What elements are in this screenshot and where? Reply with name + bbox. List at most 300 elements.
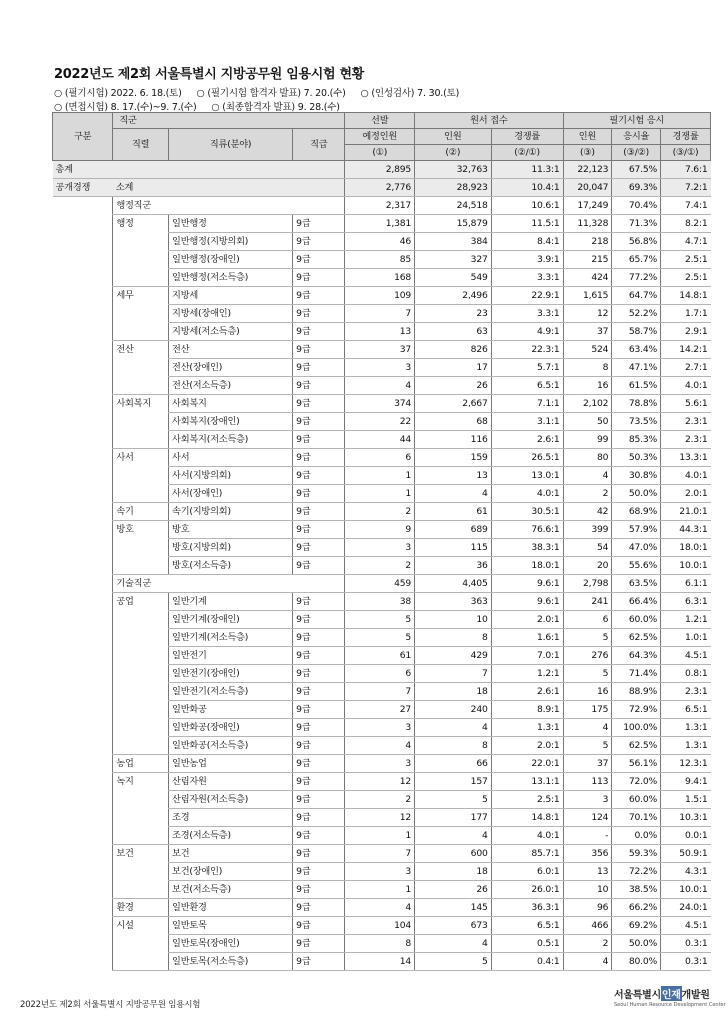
row-gubun-blank bbox=[53, 557, 113, 575]
row-jikgeup: 9급 bbox=[293, 413, 345, 431]
row-jikryu: 산림자원(저소득층) bbox=[169, 791, 293, 809]
cell-examinees: 175 bbox=[563, 701, 612, 719]
table-body bbox=[53, 161, 711, 971]
row-jikgeup: 9급 bbox=[293, 449, 345, 467]
cell-app-ratio: 36.3:1 bbox=[491, 899, 563, 917]
cell-seonbal: 1 bbox=[345, 485, 415, 503]
cell-exam-rate: 69.3% bbox=[612, 179, 661, 197]
row-gubun-blank bbox=[53, 611, 113, 629]
cell-examinees: 241 bbox=[563, 593, 612, 611]
row-jikgeup: 9급 bbox=[293, 287, 345, 305]
table-row bbox=[53, 755, 711, 773]
cell-examinees: 215 bbox=[563, 251, 612, 269]
cell-examinees: 37 bbox=[563, 755, 612, 773]
cell-app-ratio: 2.0:1 bbox=[491, 737, 563, 755]
row-jikryeol bbox=[113, 719, 169, 737]
cell-seonbal: 3 bbox=[345, 755, 415, 773]
schedule-item: ○ (최종합격자 발표) 9. 28.(수) bbox=[211, 102, 340, 113]
cell-seonbal: 2 bbox=[345, 557, 415, 575]
cell-seonbal: 168 bbox=[345, 269, 415, 287]
cell-app-ratio: 13.1:1 bbox=[491, 773, 563, 791]
cell-seonbal: 3 bbox=[345, 359, 415, 377]
row-jikgeup: 9급 bbox=[293, 593, 345, 611]
row-jikryeol bbox=[113, 863, 169, 881]
cell-exam-ratio: 0.3:1 bbox=[661, 935, 711, 953]
header-jikryu: 직류(분야) bbox=[169, 129, 293, 161]
header-eungsib: (③/②) bbox=[612, 145, 661, 161]
cell-applicants: 384 bbox=[415, 233, 492, 251]
cell-exam-rate: 67.5% bbox=[612, 161, 661, 179]
cell-exam-ratio: 50.9:1 bbox=[661, 845, 711, 863]
table-row bbox=[53, 611, 711, 629]
row-jikryu: 산림자원 bbox=[169, 773, 293, 791]
cell-exam-ratio: 18.0:1 bbox=[661, 539, 711, 557]
cell-exam-rate: 80.0% bbox=[612, 953, 661, 971]
cell-exam-rate: 59.3% bbox=[612, 845, 661, 863]
cell-exam-ratio: 12.3:1 bbox=[661, 755, 711, 773]
row-label: 총계 bbox=[53, 161, 345, 179]
row-jikryeol: 속기 bbox=[113, 503, 169, 521]
row-jikgeup: 9급 bbox=[293, 917, 345, 935]
row-jikgeup: 9급 bbox=[293, 359, 345, 377]
row-jikgeup: 9급 bbox=[293, 683, 345, 701]
row-jikgeup: 9급 bbox=[293, 809, 345, 827]
cell-seonbal: 22 bbox=[345, 413, 415, 431]
cell-applicants: 63 bbox=[415, 323, 492, 341]
cell-examinees: 5 bbox=[563, 665, 612, 683]
cell-seonbal: 1 bbox=[345, 881, 415, 899]
row-jikryu: 조경(저소득층) bbox=[169, 827, 293, 845]
cell-exam-ratio: 1.5:1 bbox=[661, 791, 711, 809]
cell-examinees: 50 bbox=[563, 413, 612, 431]
cell-app-ratio: 1.3:1 bbox=[491, 719, 563, 737]
header-eungsi: 응시율 bbox=[612, 129, 661, 145]
cell-exam-ratio: 7.4:1 bbox=[661, 197, 711, 215]
cell-app-ratio: 6.5:1 bbox=[491, 377, 563, 395]
cell-app-ratio: 0.4:1 bbox=[491, 953, 563, 971]
cell-applicants: 4 bbox=[415, 719, 492, 737]
cell-app-ratio: 18.0:1 bbox=[491, 557, 563, 575]
cell-app-ratio: 7.1:1 bbox=[491, 395, 563, 413]
row-jikryu: 보건(저소득층) bbox=[169, 881, 293, 899]
schedule-line-2 bbox=[54, 99, 352, 113]
row-jikryeol bbox=[113, 305, 169, 323]
cell-exam-ratio: 4.5:1 bbox=[661, 917, 711, 935]
row-jikryeol bbox=[113, 701, 169, 719]
row-jikryeol bbox=[113, 485, 169, 503]
table-row bbox=[53, 215, 711, 233]
table-row bbox=[53, 161, 711, 179]
row-jikgeup: 9급 bbox=[293, 701, 345, 719]
table-row bbox=[53, 629, 711, 647]
row-gubun-blank bbox=[53, 953, 113, 971]
cell-exam-rate: 61.5% bbox=[612, 377, 661, 395]
row-jikryu: 보건 bbox=[169, 845, 293, 863]
header-kyeong2: 경쟁률 bbox=[661, 129, 711, 145]
cell-exam-ratio: 14.8:1 bbox=[661, 287, 711, 305]
row-jikryu: 속기(지방의회) bbox=[169, 503, 293, 521]
cell-app-ratio: 8.9:1 bbox=[491, 701, 563, 719]
cell-examinees: 20,047 bbox=[563, 179, 612, 197]
table-row bbox=[53, 251, 711, 269]
cell-exam-rate: 62.5% bbox=[612, 737, 661, 755]
row-jikryu: 사회복지(장애인) bbox=[169, 413, 293, 431]
cell-applicants: 7 bbox=[415, 665, 492, 683]
cell-exam-ratio: 21.0:1 bbox=[661, 503, 711, 521]
row-jikryu: 방호 bbox=[169, 521, 293, 539]
table-row bbox=[53, 323, 711, 341]
cell-examinees: 399 bbox=[563, 521, 612, 539]
cell-examinees: 113 bbox=[563, 773, 612, 791]
cell-applicants: 826 bbox=[415, 341, 492, 359]
cell-exam-ratio: 7.6:1 bbox=[661, 161, 711, 179]
org-logo bbox=[614, 986, 726, 1012]
row-jikryu: 사서(장애인) bbox=[169, 485, 293, 503]
row-jikgeup: 9급 bbox=[293, 557, 345, 575]
cell-exam-ratio: 4.0:1 bbox=[661, 377, 711, 395]
row-gubun-blank bbox=[53, 629, 113, 647]
cell-exam-ratio: 10.0:1 bbox=[661, 557, 711, 575]
row-gubun-blank bbox=[53, 521, 113, 539]
row-jikryu: 일반전기 bbox=[169, 647, 293, 665]
cell-app-ratio: 6.5:1 bbox=[491, 917, 563, 935]
row-gubun-blank bbox=[53, 809, 113, 827]
table-row bbox=[53, 737, 711, 755]
row-jikgeup: 9급 bbox=[293, 845, 345, 863]
table-row bbox=[53, 827, 711, 845]
row-jikgeup: 9급 bbox=[293, 521, 345, 539]
row-jikgeup: 9급 bbox=[293, 647, 345, 665]
table-row bbox=[53, 197, 711, 215]
row-gubun-blank bbox=[53, 935, 113, 953]
cell-seonbal: 14 bbox=[345, 953, 415, 971]
cell-applicants: 8 bbox=[415, 737, 492, 755]
row-jikryu: 일반화공(장애인) bbox=[169, 719, 293, 737]
row-gubun-blank bbox=[53, 287, 113, 305]
cell-app-ratio: 11.5:1 bbox=[491, 215, 563, 233]
row-jikryu: 사회복지(저소득층) bbox=[169, 431, 293, 449]
cell-seonbal: 12 bbox=[345, 809, 415, 827]
cell-exam-rate: 64.7% bbox=[612, 287, 661, 305]
cell-examinees: 16 bbox=[563, 377, 612, 395]
cell-exam-rate: 30.8% bbox=[612, 467, 661, 485]
cell-exam-ratio: 4.3:1 bbox=[661, 863, 711, 881]
cell-examinees: 218 bbox=[563, 233, 612, 251]
cell-exam-rate: 100.0% bbox=[612, 719, 661, 737]
cell-seonbal: 2 bbox=[345, 503, 415, 521]
table-row bbox=[53, 341, 711, 359]
cell-app-ratio: 4.9:1 bbox=[491, 323, 563, 341]
cell-examinees: 8 bbox=[563, 359, 612, 377]
row-jikryeol bbox=[113, 413, 169, 431]
cell-app-ratio: 10.4:1 bbox=[491, 179, 563, 197]
table-row bbox=[53, 449, 711, 467]
cell-exam-rate: 62.5% bbox=[612, 629, 661, 647]
row-jikgeup: 9급 bbox=[293, 755, 345, 773]
cell-seonbal: 1 bbox=[345, 467, 415, 485]
page-title: 2022년도 제2회 서울특별시 지방공무원 임용시험 현황 bbox=[54, 67, 365, 82]
cell-examinees: 10 bbox=[563, 881, 612, 899]
cell-exam-ratio: 1.2:1 bbox=[661, 611, 711, 629]
cell-applicants: 549 bbox=[415, 269, 492, 287]
cell-seonbal: 6 bbox=[345, 449, 415, 467]
table-row bbox=[53, 899, 711, 917]
cell-exam-ratio: 8.2:1 bbox=[661, 215, 711, 233]
cell-seonbal: 104 bbox=[345, 917, 415, 935]
cell-examinees: 42 bbox=[563, 503, 612, 521]
exam-status-table bbox=[52, 112, 711, 971]
table-row bbox=[53, 377, 711, 395]
cell-exam-ratio: 2.3:1 bbox=[661, 683, 711, 701]
table-row bbox=[53, 809, 711, 827]
cell-applicants: 429 bbox=[415, 647, 492, 665]
header-pilgi: 필기시험 응시 bbox=[563, 113, 710, 129]
cell-exam-rate: 73.5% bbox=[612, 413, 661, 431]
cell-app-ratio: 2.0:1 bbox=[491, 611, 563, 629]
cell-seonbal: 1 bbox=[345, 827, 415, 845]
cell-examinees: 16 bbox=[563, 683, 612, 701]
table-row bbox=[53, 593, 711, 611]
cell-seonbal: 7 bbox=[345, 845, 415, 863]
cell-seonbal: 27 bbox=[345, 701, 415, 719]
row-jikgeup: 9급 bbox=[293, 269, 345, 287]
cell-exam-ratio: 1.7:1 bbox=[661, 305, 711, 323]
cell-applicants: 673 bbox=[415, 917, 492, 935]
row-jikryu: 방호(저소득층) bbox=[169, 557, 293, 575]
row-jikryeol bbox=[113, 377, 169, 395]
cell-seonbal: 61 bbox=[345, 647, 415, 665]
header-seonbal-2: 예정인원 bbox=[345, 129, 415, 145]
table-row bbox=[53, 719, 711, 737]
row-jikryeol: 공업 bbox=[113, 593, 169, 611]
row-jikryeol bbox=[113, 431, 169, 449]
cell-examinees: 13 bbox=[563, 863, 612, 881]
row-jikryeol: 세무 bbox=[113, 287, 169, 305]
cell-exam-ratio: 4.0:1 bbox=[661, 467, 711, 485]
cell-applicants: 159 bbox=[415, 449, 492, 467]
row-jikryeol bbox=[113, 683, 169, 701]
cell-seonbal: 6 bbox=[345, 665, 415, 683]
cell-applicants: 15,879 bbox=[415, 215, 492, 233]
row-jikgeup: 9급 bbox=[293, 611, 345, 629]
row-jikgun: 행정직군 bbox=[113, 197, 345, 215]
cell-examinees: 276 bbox=[563, 647, 612, 665]
cell-applicants: 145 bbox=[415, 899, 492, 917]
cell-app-ratio: 26.0:1 bbox=[491, 881, 563, 899]
row-jikgeup: 9급 bbox=[293, 341, 345, 359]
row-jikgeup: 9급 bbox=[293, 863, 345, 881]
row-jikryu: 전산 bbox=[169, 341, 293, 359]
row-gubun-blank bbox=[53, 215, 113, 233]
table-row bbox=[53, 773, 711, 791]
cell-app-ratio: 22.9:1 bbox=[491, 287, 563, 305]
cell-applicants: 61 bbox=[415, 503, 492, 521]
cell-app-ratio: 38.3:1 bbox=[491, 539, 563, 557]
cell-app-ratio: 8.4:1 bbox=[491, 233, 563, 251]
cell-examinees: 5 bbox=[563, 737, 612, 755]
row-gubun-blank bbox=[53, 755, 113, 773]
cell-examinees: 80 bbox=[563, 449, 612, 467]
cell-exam-rate: 50.0% bbox=[612, 485, 661, 503]
table-row bbox=[53, 359, 711, 377]
row-jikryeol bbox=[113, 269, 169, 287]
row-jikgeup: 9급 bbox=[293, 503, 345, 521]
logo-text-b: 인재 bbox=[661, 986, 682, 1001]
row-jikryu: 방호(지방의회) bbox=[169, 539, 293, 557]
row-jikgeup: 9급 bbox=[293, 233, 345, 251]
cell-exam-rate: 57.9% bbox=[612, 521, 661, 539]
row-gubun-blank bbox=[53, 251, 113, 269]
header-jikgeup: 직급 bbox=[293, 129, 345, 161]
cell-exam-ratio: 9.4:1 bbox=[661, 773, 711, 791]
row-jikryeol bbox=[113, 791, 169, 809]
row-jikryeol: 시설 bbox=[113, 917, 169, 935]
header-kyeong1b: (②/①) bbox=[491, 145, 563, 161]
row-jikgeup: 9급 bbox=[293, 719, 345, 737]
row-gubun-blank bbox=[53, 539, 113, 557]
row-jikryu: 일반화공(저소득층) bbox=[169, 737, 293, 755]
cell-app-ratio: 13.0:1 bbox=[491, 467, 563, 485]
row-jikryeol bbox=[113, 611, 169, 629]
cell-exam-rate: 70.4% bbox=[612, 197, 661, 215]
row-jikryu: 일반기계(장애인) bbox=[169, 611, 293, 629]
cell-exam-rate: 52.2% bbox=[612, 305, 661, 323]
row-gubun-blank bbox=[53, 881, 113, 899]
row-jikgeup: 9급 bbox=[293, 737, 345, 755]
row-jikryeol bbox=[113, 629, 169, 647]
cell-seonbal: 3 bbox=[345, 539, 415, 557]
header-inwon3b: (③) bbox=[563, 145, 612, 161]
cell-exam-ratio: 1.3:1 bbox=[661, 719, 711, 737]
row-jikgun: 기술직군 bbox=[113, 575, 345, 593]
cell-examinees: 2 bbox=[563, 935, 612, 953]
table-row bbox=[53, 647, 711, 665]
row-jikryu: 일반행정(저소득층) bbox=[169, 269, 293, 287]
logo-subtitle: Seoul Human Resource Development Center bbox=[614, 1002, 726, 1008]
cell-seonbal: 38 bbox=[345, 593, 415, 611]
row-gubun-blank bbox=[53, 413, 113, 431]
cell-app-ratio: 7.0:1 bbox=[491, 647, 563, 665]
cell-exam-rate: 55.6% bbox=[612, 557, 661, 575]
cell-exam-rate: 50.0% bbox=[612, 935, 661, 953]
cell-app-ratio: 4.0:1 bbox=[491, 485, 563, 503]
table-row bbox=[53, 557, 711, 575]
row-jikryu: 일반농업 bbox=[169, 755, 293, 773]
cell-exam-rate: 72.0% bbox=[612, 773, 661, 791]
cell-applicants: 157 bbox=[415, 773, 492, 791]
row-jikryeol bbox=[113, 647, 169, 665]
table-row bbox=[53, 683, 711, 701]
cell-applicants: 13 bbox=[415, 467, 492, 485]
cell-app-ratio: 4.0:1 bbox=[491, 827, 563, 845]
cell-app-ratio: 5.7:1 bbox=[491, 359, 563, 377]
cell-exam-rate: 77.2% bbox=[612, 269, 661, 287]
cell-exam-ratio: 0.8:1 bbox=[661, 665, 711, 683]
cell-app-ratio: 3.1:1 bbox=[491, 413, 563, 431]
cell-exam-rate: 60.0% bbox=[612, 791, 661, 809]
cell-exam-ratio: 13.3:1 bbox=[661, 449, 711, 467]
cell-applicants: 8 bbox=[415, 629, 492, 647]
schedule-line-1 bbox=[54, 85, 471, 99]
cell-examinees: 2,102 bbox=[563, 395, 612, 413]
row-gubun-blank bbox=[53, 269, 113, 287]
row-jikryu: 보건(장애인) bbox=[169, 863, 293, 881]
cell-seonbal: 4 bbox=[345, 899, 415, 917]
cell-applicants: 24,518 bbox=[415, 197, 492, 215]
row-jikryeol: 사서 bbox=[113, 449, 169, 467]
table-row bbox=[53, 845, 711, 863]
row-jikryu: 일반토목 bbox=[169, 917, 293, 935]
row-jikryu: 일반행정(지방의회) bbox=[169, 233, 293, 251]
cell-app-ratio: 9.6:1 bbox=[491, 593, 563, 611]
row-jikryu: 지방세(장애인) bbox=[169, 305, 293, 323]
table-row bbox=[53, 791, 711, 809]
cell-examinees: 5 bbox=[563, 629, 612, 647]
row-gubun-blank bbox=[53, 395, 113, 413]
header-seonbal: 선발 bbox=[345, 113, 415, 129]
header-wonseo: 원서 접수 bbox=[415, 113, 564, 129]
row-jikryu: 전산(장애인) bbox=[169, 359, 293, 377]
cell-applicants: 10 bbox=[415, 611, 492, 629]
cell-app-ratio: 3.3:1 bbox=[491, 305, 563, 323]
header-gubun: 구분 bbox=[53, 113, 113, 161]
table-row bbox=[53, 881, 711, 899]
schedule-item: ○ (인성검사) 7. 30.(토) bbox=[360, 88, 460, 99]
row-jikryu: 일반환경 bbox=[169, 899, 293, 917]
cell-exam-ratio: 1.3:1 bbox=[661, 737, 711, 755]
schedule-item: ○ (면접시험) 8. 17.(수)~9. 7.(수) bbox=[54, 102, 197, 113]
cell-applicants: 18 bbox=[415, 863, 492, 881]
table-row bbox=[53, 953, 711, 971]
cell-examinees: 356 bbox=[563, 845, 612, 863]
cell-applicants: 26 bbox=[415, 377, 492, 395]
cell-applicants: 68 bbox=[415, 413, 492, 431]
cell-examinees: 524 bbox=[563, 341, 612, 359]
cell-applicants: 240 bbox=[415, 701, 492, 719]
row-gubun-blank bbox=[53, 593, 113, 611]
cell-examinees: 37 bbox=[563, 323, 612, 341]
cell-applicants: 327 bbox=[415, 251, 492, 269]
row-jikryu: 일반행정 bbox=[169, 215, 293, 233]
cell-seonbal: 2 bbox=[345, 791, 415, 809]
row-gubun-blank bbox=[53, 377, 113, 395]
cell-applicants: 36 bbox=[415, 557, 492, 575]
cell-exam-rate: 66.2% bbox=[612, 899, 661, 917]
cell-exam-rate: 47.1% bbox=[612, 359, 661, 377]
cell-seonbal: 12 bbox=[345, 773, 415, 791]
row-jikryeol bbox=[113, 557, 169, 575]
row-gubun-blank bbox=[53, 845, 113, 863]
cell-examinees: 99 bbox=[563, 431, 612, 449]
cell-seonbal: 8 bbox=[345, 935, 415, 953]
table-row bbox=[53, 701, 711, 719]
row-jikryu: 일반토목(저소득층) bbox=[169, 953, 293, 971]
cell-examinees: 466 bbox=[563, 917, 612, 935]
row-jikryeol: 농업 bbox=[113, 755, 169, 773]
cell-app-ratio: 9.6:1 bbox=[491, 575, 563, 593]
cell-app-ratio: 22.3:1 bbox=[491, 341, 563, 359]
cell-applicants: 32,763 bbox=[415, 161, 492, 179]
row-jikryu: 지방세(저소득층) bbox=[169, 323, 293, 341]
cell-applicants: 5 bbox=[415, 953, 492, 971]
row-jikryeol: 환경 bbox=[113, 899, 169, 917]
cell-applicants: 5 bbox=[415, 791, 492, 809]
row-gubun-blank bbox=[53, 503, 113, 521]
cell-exam-ratio: 2.9:1 bbox=[661, 323, 711, 341]
row-gubun-blank bbox=[53, 917, 113, 935]
cell-examinees: 4 bbox=[563, 719, 612, 737]
row-jikryu: 지방세 bbox=[169, 287, 293, 305]
